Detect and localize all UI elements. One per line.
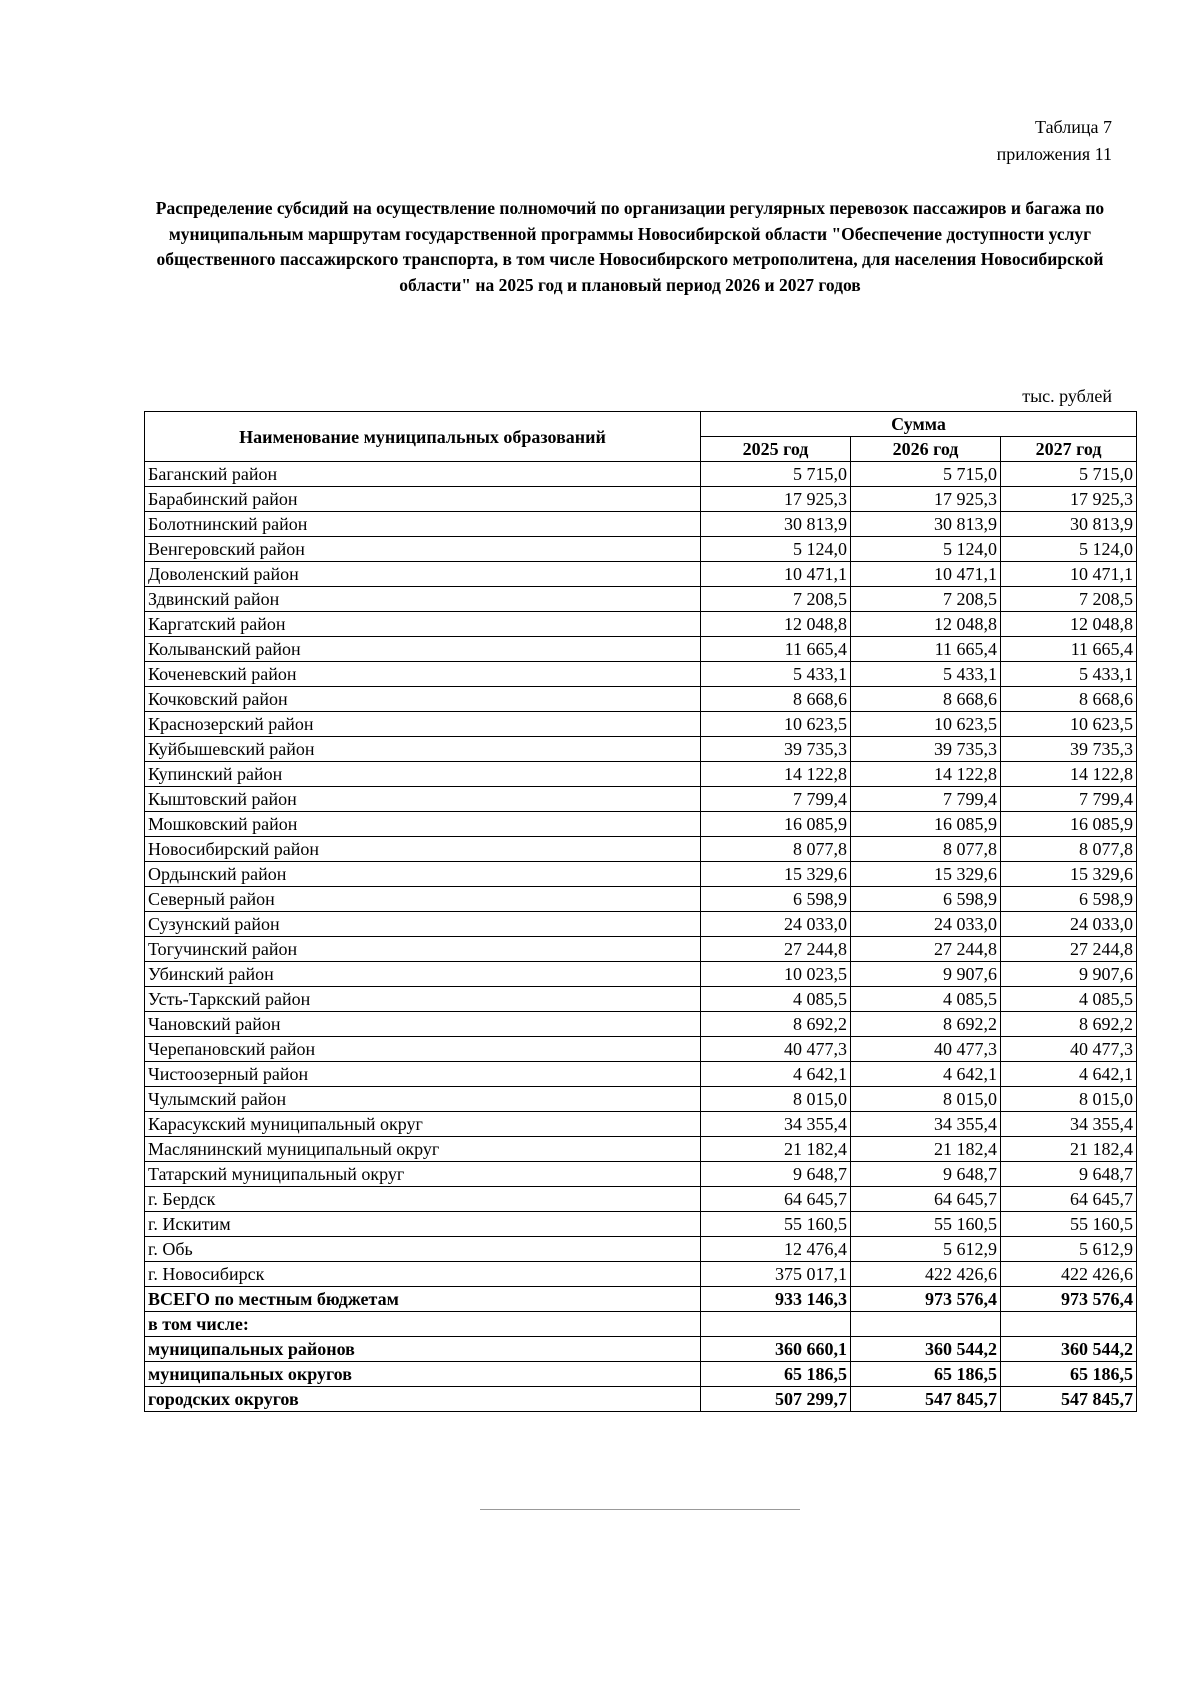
units-label: тыс. рублей: [1022, 386, 1112, 406]
municipality-name-cell: Купинский район: [145, 762, 701, 787]
municipality-name-cell: г. Бердск: [145, 1187, 701, 1212]
amount-cell-2025: 8 015,0: [701, 1087, 851, 1112]
table-row: [145, 937, 1137, 962]
amount-cell-2027: [1001, 1312, 1137, 1337]
table-row: [145, 1287, 1137, 1312]
amount-cell-2025: 16 085,9: [701, 812, 851, 837]
amount-cell-2025: 12 476,4: [701, 1237, 851, 1262]
amount-cell-2026: 4 642,1: [851, 1062, 1001, 1087]
table-row: [145, 862, 1137, 887]
amount-cell-2026: 40 477,3: [851, 1037, 1001, 1062]
column-header-sum: Сумма: [701, 412, 1137, 437]
amount-cell-2027: 5 433,1: [1001, 662, 1137, 687]
municipality-name-cell: Венгеровский район: [145, 537, 701, 562]
amount-cell-2026: 55 160,5: [851, 1212, 1001, 1237]
amount-cell-2025: 15 329,6: [701, 862, 851, 887]
amount-cell-2025: 27 244,8: [701, 937, 851, 962]
amount-cell-2027: 10 623,5: [1001, 712, 1137, 737]
municipality-name-cell: Усть-Таркский район: [145, 987, 701, 1012]
amount-cell-2026: 5 612,9: [851, 1237, 1001, 1262]
amount-cell-2025: 5 433,1: [701, 662, 851, 687]
amount-cell-2026: 10 623,5: [851, 712, 1001, 737]
amount-cell-2026: 27 244,8: [851, 937, 1001, 962]
amount-cell-2027: 27 244,8: [1001, 937, 1137, 962]
amount-cell-2026: 30 813,9: [851, 512, 1001, 537]
amount-cell-2027: 4 642,1: [1001, 1062, 1137, 1087]
amount-cell-2025: 12 048,8: [701, 612, 851, 637]
amount-cell-2027: 12 048,8: [1001, 612, 1137, 637]
table-row: [145, 687, 1137, 712]
amount-cell-2025: 9 648,7: [701, 1162, 851, 1187]
amount-cell-2027: 5 715,0: [1001, 462, 1137, 487]
table-row: [145, 1237, 1137, 1262]
table-row: [145, 1362, 1137, 1387]
amount-cell-2025: 933 146,3: [701, 1287, 851, 1312]
amount-cell-2025: 4 085,5: [701, 987, 851, 1012]
amount-cell-2026: 39 735,3: [851, 737, 1001, 762]
municipality-name-cell: Каргатский район: [145, 612, 701, 637]
amount-cell-2026: 8 015,0: [851, 1087, 1001, 1112]
table-row: [145, 637, 1137, 662]
amount-cell-2026: 7 208,5: [851, 587, 1001, 612]
amount-cell-2025: 10 623,5: [701, 712, 851, 737]
municipality-name-cell: Убинский район: [145, 962, 701, 987]
amount-cell-2026: 10 471,1: [851, 562, 1001, 587]
table-row: [145, 962, 1137, 987]
amount-cell-2027: 16 085,9: [1001, 812, 1137, 837]
municipality-name-cell: Краснозерский район: [145, 712, 701, 737]
municipality-name-cell: муниципальных округов: [145, 1362, 701, 1387]
amount-cell-2025: 5 124,0: [701, 537, 851, 562]
amount-cell-2026: 24 033,0: [851, 912, 1001, 937]
municipality-name-cell: Чистоозерный район: [145, 1062, 701, 1087]
amount-cell-2025: 21 182,4: [701, 1137, 851, 1162]
amount-cell-2026: 547 845,7: [851, 1387, 1001, 1412]
amount-cell-2027: 17 925,3: [1001, 487, 1137, 512]
table-row: [145, 1312, 1137, 1337]
table-row: [145, 787, 1137, 812]
municipality-name-cell: г. Обь: [145, 1237, 701, 1262]
municipality-name-cell: Доволенский район: [145, 562, 701, 587]
municipality-name-cell: Тогучинский район: [145, 937, 701, 962]
amount-cell-2025: 10 023,5: [701, 962, 851, 987]
amount-cell-2026: 8 692,2: [851, 1012, 1001, 1037]
municipality-name-cell: в том числе:: [145, 1312, 701, 1337]
amount-cell-2026: 8 668,6: [851, 687, 1001, 712]
amount-cell-2027: 65 186,5: [1001, 1362, 1137, 1387]
municipality-name-cell: Барабинский район: [145, 487, 701, 512]
table-row: [145, 1337, 1137, 1362]
amount-cell-2026: 6 598,9: [851, 887, 1001, 912]
amount-cell-2027: 5 612,9: [1001, 1237, 1137, 1262]
appendix-label: приложения 11: [996, 144, 1112, 164]
amount-cell-2025: 7 799,4: [701, 787, 851, 812]
table-row: [145, 737, 1137, 762]
municipality-name-cell: Новосибирский район: [145, 837, 701, 862]
amount-cell-2025: 8 692,2: [701, 1012, 851, 1037]
table-row: [145, 762, 1137, 787]
amount-cell-2025: 34 355,4: [701, 1112, 851, 1137]
amount-cell-2025: 39 735,3: [701, 737, 851, 762]
amount-cell-2026: 64 645,7: [851, 1187, 1001, 1212]
amount-cell-2027: 5 124,0: [1001, 537, 1137, 562]
amount-cell-2026: 973 576,4: [851, 1287, 1001, 1312]
amount-cell-2025: 5 715,0: [701, 462, 851, 487]
table-row: [145, 587, 1137, 612]
amount-cell-2027: 547 845,7: [1001, 1387, 1137, 1412]
table-row: [145, 1387, 1137, 1412]
municipality-name-cell: Татарский муниципальный округ: [145, 1162, 701, 1187]
table-row: [145, 537, 1137, 562]
amount-cell-2026: 5 433,1: [851, 662, 1001, 687]
amount-cell-2025: 14 122,8: [701, 762, 851, 787]
table-row: [145, 1212, 1137, 1237]
municipality-name-cell: Ордынский район: [145, 862, 701, 887]
table-row: [145, 1187, 1137, 1212]
municipality-name-cell: Сузунский район: [145, 912, 701, 937]
amount-cell-2025: 11 665,4: [701, 637, 851, 662]
amount-cell-2025: 30 813,9: [701, 512, 851, 537]
table-row: [145, 662, 1137, 687]
column-header-2027: 2027 год: [1001, 437, 1137, 462]
table-row: [145, 512, 1137, 537]
amount-cell-2026: 9 648,7: [851, 1162, 1001, 1187]
amount-cell-2025: 8 668,6: [701, 687, 851, 712]
amount-cell-2027: 6 598,9: [1001, 887, 1137, 912]
amount-cell-2026: 360 544,2: [851, 1337, 1001, 1362]
amount-cell-2026: 4 085,5: [851, 987, 1001, 1012]
amount-cell-2027: 360 544,2: [1001, 1337, 1137, 1362]
table-row: [145, 712, 1137, 737]
column-header-name: Наименование муниципальных образований: [145, 412, 701, 462]
amount-cell-2026: 5 124,0: [851, 537, 1001, 562]
municipality-name-cell: Кыштовский район: [145, 787, 701, 812]
table-row: [145, 1162, 1137, 1187]
amount-cell-2027: 11 665,4: [1001, 637, 1137, 662]
amount-cell-2026: 16 085,9: [851, 812, 1001, 837]
municipality-name-cell: Чановский район: [145, 1012, 701, 1037]
amount-cell-2025: 507 299,7: [701, 1387, 851, 1412]
amount-cell-2026: 7 799,4: [851, 787, 1001, 812]
municipality-name-cell: Колыванский район: [145, 637, 701, 662]
column-header-2026: 2026 год: [851, 437, 1001, 462]
amount-cell-2027: 30 813,9: [1001, 512, 1137, 537]
amount-cell-2026: 34 355,4: [851, 1112, 1001, 1137]
amount-cell-2025: 10 471,1: [701, 562, 851, 587]
amount-cell-2026: 9 907,6: [851, 962, 1001, 987]
amount-cell-2027: 8 077,8: [1001, 837, 1137, 862]
municipality-name-cell: ВСЕГО по местным бюджетам: [145, 1287, 701, 1312]
amount-cell-2027: 8 692,2: [1001, 1012, 1137, 1037]
amount-cell-2025: 40 477,3: [701, 1037, 851, 1062]
amount-cell-2027: 21 182,4: [1001, 1137, 1137, 1162]
amount-cell-2025: 24 033,0: [701, 912, 851, 937]
municipality-name-cell: Коченевский район: [145, 662, 701, 687]
document-title: Распределение субсидий на осуществление полномочий по организации регулярных перевозок пассажиров и багажа по муниципальным маршрутам государственной программы Новосибирской области "Обеспечение доступности услуг общественного пассажирского транспорта, в том числе Новосибирского метрополитена, для населения Новосибирской области" на 2025 год и плановый период 2026 и 2027 годов: [155, 198, 1105, 295]
table-body: [145, 462, 1137, 1412]
amount-cell-2026: 17 925,3: [851, 487, 1001, 512]
amount-cell-2026: 65 186,5: [851, 1362, 1001, 1387]
amount-cell-2027: 8 668,6: [1001, 687, 1137, 712]
subsidy-table: [144, 411, 1137, 1412]
amount-cell-2027: 14 122,8: [1001, 762, 1137, 787]
table-row: [145, 1137, 1137, 1162]
amount-cell-2027: 8 015,0: [1001, 1087, 1137, 1112]
column-header-2025: 2025 год: [701, 437, 851, 462]
municipality-name-cell: Мошковский район: [145, 812, 701, 837]
table-row: [145, 837, 1137, 862]
amount-cell-2027: 34 355,4: [1001, 1112, 1137, 1137]
table-row: [145, 612, 1137, 637]
amount-cell-2025: 8 077,8: [701, 837, 851, 862]
table-number-label: Таблица 7: [1035, 117, 1112, 137]
amount-cell-2025: [701, 1312, 851, 1337]
amount-cell-2025: 4 642,1: [701, 1062, 851, 1087]
amount-cell-2026: 8 077,8: [851, 837, 1001, 862]
municipality-name-cell: Кочковский район: [145, 687, 701, 712]
amount-cell-2025: 65 186,5: [701, 1362, 851, 1387]
amount-cell-2027: 15 329,6: [1001, 862, 1137, 887]
amount-cell-2027: 10 471,1: [1001, 562, 1137, 587]
amount-cell-2025: 360 660,1: [701, 1337, 851, 1362]
municipality-name-cell: Здвинский район: [145, 587, 701, 612]
table-row: [145, 1062, 1137, 1087]
table-row: [145, 912, 1137, 937]
bottom-divider: [480, 1509, 800, 1510]
municipality-name-cell: городских округов: [145, 1387, 701, 1412]
municipality-name-cell: Чулымский район: [145, 1087, 701, 1112]
table-row: [145, 1262, 1137, 1287]
table-row: [145, 1012, 1137, 1037]
amount-cell-2025: 6 598,9: [701, 887, 851, 912]
amount-cell-2025: 17 925,3: [701, 487, 851, 512]
table-row: [145, 887, 1137, 912]
municipality-name-cell: Карасукский муниципальный округ: [145, 1112, 701, 1137]
municipality-name-cell: Болотнинский район: [145, 512, 701, 537]
table-row: [145, 462, 1137, 487]
amount-cell-2027: 24 033,0: [1001, 912, 1137, 937]
amount-cell-2026: 12 048,8: [851, 612, 1001, 637]
municipality-name-cell: Северный район: [145, 887, 701, 912]
table-row: [145, 1087, 1137, 1112]
table-row: [145, 812, 1137, 837]
amount-cell-2027: 7 799,4: [1001, 787, 1137, 812]
amount-cell-2025: 64 645,7: [701, 1187, 851, 1212]
amount-cell-2027: 55 160,5: [1001, 1212, 1137, 1237]
table-row: [145, 1037, 1137, 1062]
amount-cell-2027: 973 576,4: [1001, 1287, 1137, 1312]
amount-cell-2027: 422 426,6: [1001, 1262, 1137, 1287]
municipality-name-cell: Черепановский район: [145, 1037, 701, 1062]
amount-cell-2027: 9 907,6: [1001, 962, 1137, 987]
amount-cell-2027: 64 645,7: [1001, 1187, 1137, 1212]
municipality-name-cell: Куйбышевский район: [145, 737, 701, 762]
amount-cell-2025: 55 160,5: [701, 1212, 851, 1237]
amount-cell-2027: 9 648,7: [1001, 1162, 1137, 1187]
amount-cell-2027: 4 085,5: [1001, 987, 1137, 1012]
amount-cell-2026: 15 329,6: [851, 862, 1001, 887]
table-row: [145, 487, 1137, 512]
amount-cell-2026: [851, 1312, 1001, 1337]
amount-cell-2027: 40 477,3: [1001, 1037, 1137, 1062]
amount-cell-2025: 7 208,5: [701, 587, 851, 612]
municipality-name-cell: г. Искитим: [145, 1212, 701, 1237]
amount-cell-2026: 422 426,6: [851, 1262, 1001, 1287]
amount-cell-2027: 7 208,5: [1001, 587, 1137, 612]
table-row: [145, 562, 1137, 587]
amount-cell-2025: 375 017,1: [701, 1262, 851, 1287]
municipality-name-cell: г. Новосибирск: [145, 1262, 701, 1287]
amount-cell-2027: 39 735,3: [1001, 737, 1137, 762]
municipality-name-cell: Баганский район: [145, 462, 701, 487]
amount-cell-2026: 5 715,0: [851, 462, 1001, 487]
amount-cell-2026: 21 182,4: [851, 1137, 1001, 1162]
municipality-name-cell: Маслянинский муниципальный округ: [145, 1137, 701, 1162]
table-row: [145, 1112, 1137, 1137]
table-row: [145, 987, 1137, 1012]
municipality-name-cell: муниципальных районов: [145, 1337, 701, 1362]
amount-cell-2026: 14 122,8: [851, 762, 1001, 787]
amount-cell-2026: 11 665,4: [851, 637, 1001, 662]
